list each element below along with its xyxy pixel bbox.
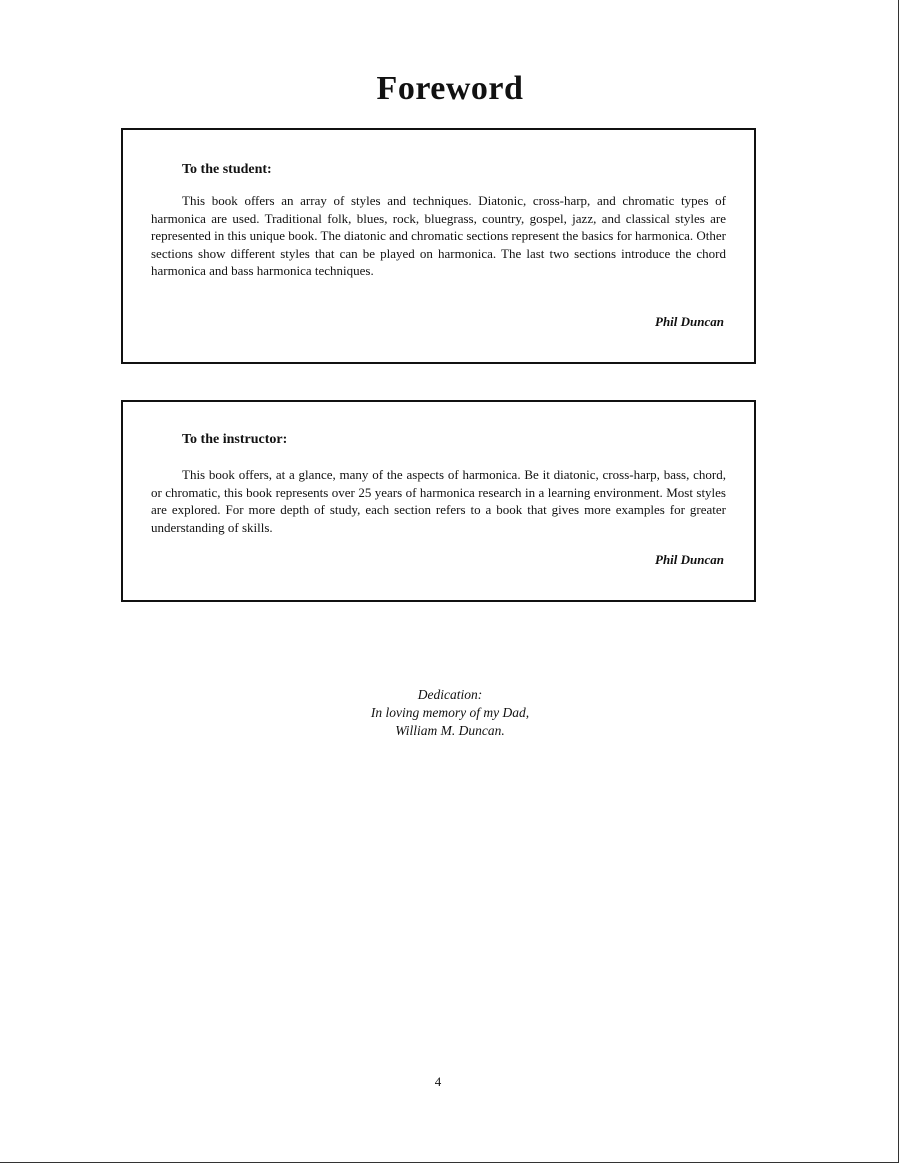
dedication-name: William M. Duncan. bbox=[395, 723, 505, 738]
student-foreword-box bbox=[121, 128, 756, 364]
student-signature: Phil Duncan bbox=[655, 314, 724, 329]
page-number: 4 bbox=[434, 1074, 442, 1089]
instructor-heading: To the instructor: bbox=[182, 432, 288, 447]
page-title: Foreword bbox=[376, 70, 524, 107]
dedication-line: In loving memory of my Dad, bbox=[370, 705, 530, 720]
student-heading: To the student: bbox=[182, 162, 272, 177]
instructor-foreword-box bbox=[121, 400, 756, 602]
instructor-signature: Phil Duncan bbox=[655, 552, 724, 567]
dedication bbox=[0, 686, 900, 740]
dedication-heading: Dedication: bbox=[417, 687, 483, 702]
student-body-text: This book offers an array of styles and techniques. Diatonic, cross-harp, and chromatic types of harmonica are used. Traditional folk, blues, rock, bluegrass, country, gospel, jazz, and classical styles are represented in this unique book. The diatonic and chromatic sections represent the basics for harmonica. Other sections show different styles that can be played on harmonica. The last two sections introduce the chord harmonica and bass harmonica techniques. bbox=[151, 193, 726, 278]
instructor-body-text: This book offers, at a glance, many of the aspects of harmonica. Be it diatonic, cross-harp, bass, chord, or chromatic, this book represents over 25 years of harmonica research in a learning environment. Most styles are explored. For more depth of study, each section refers to a book that gives more examples for greater understanding of skills. bbox=[151, 467, 726, 535]
